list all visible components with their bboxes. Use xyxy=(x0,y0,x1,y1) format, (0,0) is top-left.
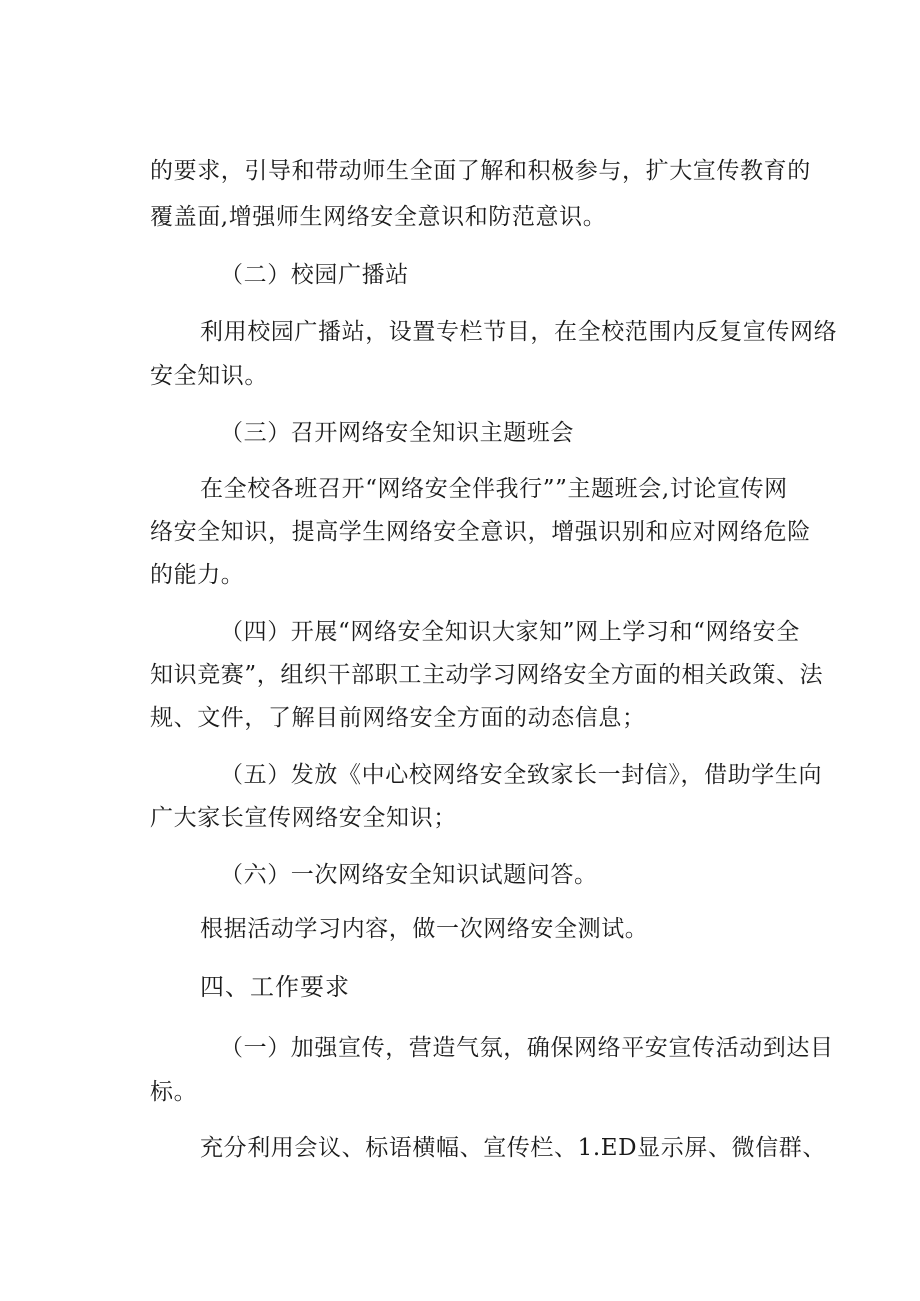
item-heading: （六）一次网络安全知识试题问答。 xyxy=(220,862,598,888)
item-heading: 标。 xyxy=(150,1079,198,1105)
paragraph-line: 广大家长宣传网络安全知识； xyxy=(150,805,457,831)
paragraph-line: 利用校园广播站，设置专栏节目，在全校范围内反复宣传网络 xyxy=(200,319,838,345)
paragraph-line: 络安全知识，提高学生网络安全意识，增强识别和应对网络危险 xyxy=(150,519,811,545)
paragraph-line: 的要求，引导和带动师生全面了解和积极参与，扩大宣传教育的 xyxy=(150,158,811,184)
item-heading: （三）召开网络安全知识主题班会 xyxy=(220,420,574,446)
paragraph-line: 安全知识。 xyxy=(150,363,268,389)
paragraph-line: （四）开展“网络安全知识大家知”网上学习和“网络安全 xyxy=(220,619,800,645)
paragraph-line: 的能力。 xyxy=(150,562,245,588)
paragraph-line: 知识竞赛”，组织干部职工主动学习网络安全方面的相关政策、法 xyxy=(150,662,824,688)
paragraph-line: 在全校各班召开“网络安全伴我行””主题班会,讨论宣传网 xyxy=(200,476,788,502)
section-heading: 四、工作要求 xyxy=(200,973,350,1001)
paragraph-line: 充分利用会议、标语横幅、宣传栏、1.ED显示屏、微信群、 xyxy=(200,1135,826,1161)
paragraph-line: 覆盖面,增强师生网络安全意识和防范意识。 xyxy=(150,204,607,230)
paragraph-line: （五）发放《中心校网络安全致家长一封信》，借助学生向 xyxy=(220,762,823,788)
item-heading: （二）校园广播站 xyxy=(220,262,409,288)
paragraph-line: 规、文件，了解目前网络安全方面的动态信息； xyxy=(150,705,646,731)
item-heading: （一）加强宣传，营造气氛，确保网络平安宣传活动到达目 xyxy=(220,1035,834,1061)
paragraph-line: 根据活动学习内容，做一次网络安全测试。 xyxy=(200,916,649,942)
